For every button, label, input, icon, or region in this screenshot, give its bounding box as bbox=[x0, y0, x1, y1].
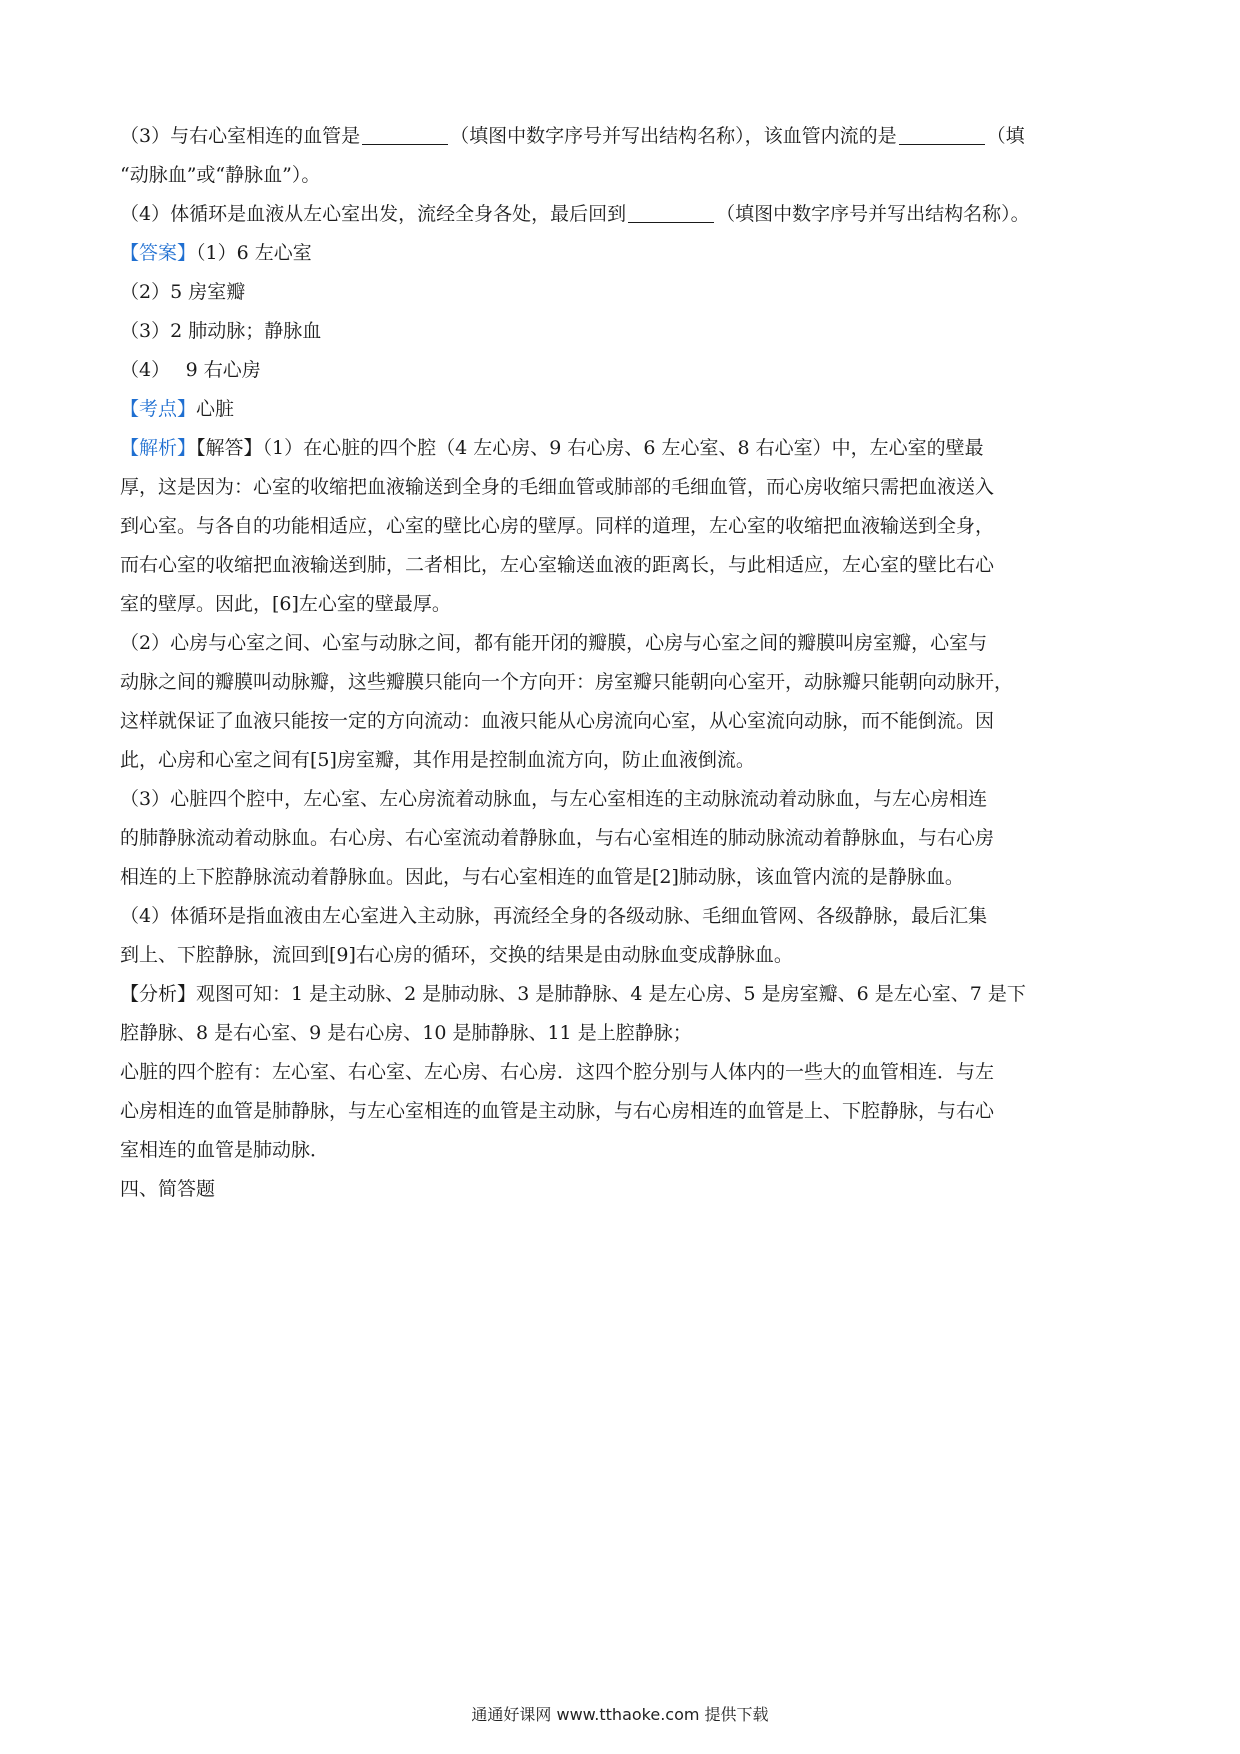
question-3-line-2: “动脉血”或“静脉血”）。 bbox=[120, 164, 321, 186]
kaodian-line bbox=[120, 390, 1130, 429]
fenxi-line: 室相连的血管是肺动脉． bbox=[120, 1139, 330, 1161]
q3-text-2: （填图中数字序号并写出结构名称），该血管内流的是 bbox=[450, 125, 897, 147]
fenxi-line: 【分析】观图可知：1 是主动脉、2 是肺动脉、3 是肺静脉、4 是左心房、5 是房室瓣、6 是左心室、7 是下 bbox=[120, 983, 1026, 1005]
jiexi-line: 而右心室的收缩把血液输送到肺，二者相比，左心室输送血液的距离长，与此相适应，左心室的壁比右心 bbox=[120, 554, 995, 576]
jiexi-tag: 【解析】 bbox=[120, 437, 197, 459]
jiexi-line: 动脉之间的瓣膜叫动脉瓣，这些瓣膜只能向一个方向开：房室瓣只能朝向心室开，动脉瓣只能朝向动脉开， bbox=[120, 671, 1014, 693]
page-footer: 通通好课网 www.tthaoke.com 提供下载 bbox=[471, 1705, 769, 1724]
jiexi-line-1 bbox=[120, 429, 1130, 468]
q4-text-2: （填图中数字序号并写出结构名称）。 bbox=[716, 203, 1030, 225]
fenxi-line: 心脏的四个腔有：左心室、右心室、左心房、右心房．这四个腔分别与人体内的一些大的血管相连．与左 bbox=[120, 1061, 995, 1083]
jiexi-line: 到上、下腔静脉，流回到[9]右心房的循环，交换的结果是由动脉血变成静脉血。 bbox=[120, 944, 793, 966]
fenxi-line: 腔静脉、8 是右心室、9 是右心房、10 是肺静脉、11 是上腔静脉； bbox=[120, 1022, 692, 1044]
jiexi-line: 到心室。与各自的功能相适应，心室的壁比心房的壁厚。同样的道理，左心室的收缩把血液输送到全身， bbox=[120, 515, 995, 537]
kaodian-text: 心脏 bbox=[196, 398, 235, 420]
q3-blank-2 bbox=[899, 122, 985, 145]
jiexi-line: 室的壁厚。因此，[6]左心室的壁最厚。 bbox=[120, 593, 451, 615]
fenxi-line: 心房相连的血管是肺静脉，与左心室相连的血管是主动脉，与右心房相连的血管是上、下腔静脉，与右心 bbox=[120, 1100, 995, 1122]
kaodian-tag: 【考点】 bbox=[120, 398, 197, 420]
answer-line-1 bbox=[120, 234, 1130, 273]
jiexi-line: 厚，这是因为：心室的收缩把血液输送到全身的毛细血管或肺部的毛细血管，而心房收缩只需把血液送入 bbox=[120, 476, 995, 498]
jiexi-line: 相连的上下腔静脉流动着静脉血。因此，与右心室相连的血管是[2]肺动脉，该血管内流的是静脉血。 bbox=[120, 866, 964, 888]
jiexi-line: 的肺静脉流动着动脉血。右心房、右心室流动着静脉血，与右心室相连的肺动脉流动着静脉血，与右心房 bbox=[120, 827, 995, 849]
q3-text-3: （填 bbox=[986, 125, 1025, 147]
q3-blank-1 bbox=[362, 122, 448, 145]
q4-text-1: （4）体循环是血液从左心室出发，流经全身各处，最后回到 bbox=[120, 203, 627, 225]
jiexi-text: 【解答】（1）在心脏的四个腔（4 左心房、9 右心房、6 左心室、8 右心室）中，左心室的壁最 bbox=[196, 437, 984, 459]
answer-tag: 【答案】 bbox=[120, 242, 197, 264]
answer-2: （2）5 房室瓣 bbox=[120, 281, 246, 303]
jiexi-line: （4）体循环是指血液由左心室进入主动脉，再流经全身的各级动脉、毛细血管网、各级静脉，最后汇集 bbox=[120, 905, 988, 927]
page-content bbox=[120, 117, 1130, 1209]
answer-4: （4） 9 右心房 bbox=[120, 359, 261, 381]
q3-text-1: （3）与右心室相连的血管是 bbox=[120, 125, 361, 147]
answer-1: （1）6 左心室 bbox=[196, 242, 312, 264]
q4-blank bbox=[628, 200, 714, 223]
jiexi-line: 此，心房和心室之间有[5]房室瓣，其作用是控制血流方向，防止血液倒流。 bbox=[120, 749, 755, 771]
answer-3: （3）2 肺动脉；静脉血 bbox=[120, 320, 322, 342]
jiexi-line: （3）心脏四个腔中，左心室、左心房流着动脉血，与左心室相连的主动脉流动着动脉血，与左心房相连 bbox=[120, 788, 988, 810]
section-heading: 四、简答题 bbox=[120, 1178, 216, 1200]
jiexi-line: 这样就保证了血液只能按一定的方向流动：血液只能从心房流向心室，从心室流向动脉，而不能倒流。因 bbox=[120, 710, 995, 732]
question-3-line-1 bbox=[120, 117, 1130, 156]
jiexi-line: （2）心房与心室之间、心室与动脉之间，都有能开闭的瓣膜，心房与心室之间的瓣膜叫房室瓣，心室与 bbox=[120, 632, 988, 654]
question-4-line bbox=[120, 195, 1130, 234]
